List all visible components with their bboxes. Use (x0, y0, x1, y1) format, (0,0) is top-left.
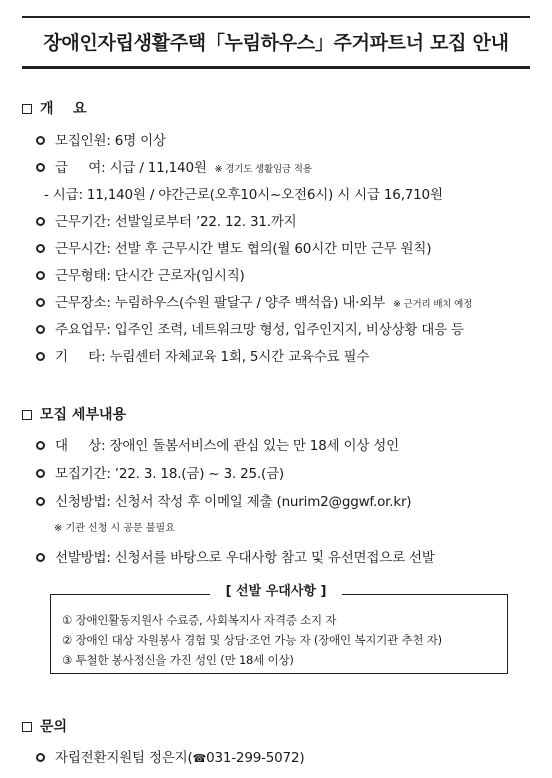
square-bullet-icon (22, 722, 32, 732)
list-item (36, 462, 284, 482)
list-item-text: 근무기간: 선발일로부터 ’22. 12. 31.까지 (55, 214, 297, 230)
list-item (36, 237, 431, 257)
document-title: 장애인자립생활주택「누림하우스」주거파트너 모집 안내 (43, 32, 509, 54)
preference-title: [ 선발 우대사항 ] (210, 580, 342, 599)
list-item-text: 모집기간: ’22. 3. 18.(금) ~ 3. 25.(금) (55, 466, 284, 482)
circle-bullet-icon (36, 753, 45, 762)
preference-item: ① 장애인활동지원사 수료증, 사회복지사 자격증 소지 자 (62, 613, 337, 627)
section-heading-text: 개 요 (40, 101, 87, 117)
list-item-note: ※ 근거리 배치 예정 (392, 299, 473, 310)
list-item-text: 신청방법: 신청서 작성 후 이메일 제출 (nurim2@ggwf.or.kr) (55, 494, 412, 510)
title-bottom-rule (22, 66, 530, 69)
list-item-note: ※ 경기도 생활임금 적용 (214, 164, 312, 175)
method-note: ※ 기관 신청 시 공문 불필요 (54, 523, 175, 534)
circle-bullet-icon (36, 217, 45, 226)
list-item-text: 근무장소: 누림하우스(수원 팔달구 / 양주 백석읍) 내·외부 (55, 295, 385, 311)
preference-item: ② 장애인 대상 자원봉사 경험 및 상담·조언 가능 자 (장애인 복지기관 추천 자) (62, 633, 442, 647)
list-item (36, 490, 411, 510)
circle-bullet-icon (36, 352, 45, 361)
circle-bullet-icon (36, 136, 45, 145)
circle-bullet-icon (36, 553, 45, 562)
list-item (36, 345, 369, 365)
square-bullet-icon (22, 410, 32, 420)
list-item (36, 318, 464, 338)
section-details-heading (22, 404, 126, 424)
list-item-text: 근무형태: 단시간 근로자(임시직) (55, 268, 245, 284)
circle-bullet-icon (36, 325, 45, 334)
list-item-text: 급 여: 시급 / 11,140원 (55, 160, 207, 176)
circle-bullet-icon (36, 441, 45, 450)
list-item-text: 근무시간: 선발 후 근무시간 별도 협의(월 60시간 미만 근무 원칙) (55, 241, 432, 257)
circle-bullet-icon (36, 244, 45, 253)
list-item-text: 모집인원: 6명 이상 (55, 133, 166, 149)
list-item-text: - 시급: 11,140원 / 야간근로(오후10시~오전6시) 시 시급 16,710원 (44, 187, 443, 203)
list-item-text: 기 타: 누림센터 자체교육 1회, 5시간 교육수료 필수 (55, 349, 370, 365)
preference-item: ③ 투철한 봉사정신을 가진 성인 (만 18세 이상) (62, 653, 294, 667)
circle-bullet-icon (36, 163, 45, 172)
contact-phone: 031-299-5072) (206, 750, 305, 766)
list-item (36, 291, 472, 311)
list-item-text: 주요업무: 입주인 조력, 네트워크망 형성, 입주인지지, 비상상황 대응 등 (55, 322, 464, 338)
list-item-text: 대 상: 장애인 돌봄서비스에 관심 있는 만 18세 이상 성인 (55, 438, 399, 454)
contact-team: 자립전환지원팀 정은지( (55, 750, 193, 766)
section-overview-heading (22, 98, 87, 118)
list-sub-item (44, 183, 443, 203)
circle-bullet-icon (36, 469, 45, 478)
section-heading-text: 모집 세부내용 (40, 407, 127, 423)
list-item (36, 156, 312, 176)
circle-bullet-icon (36, 497, 45, 506)
section-heading-text: 문의 (40, 719, 68, 735)
phone-icon: ☎ (192, 752, 207, 765)
section-contact-heading (22, 716, 67, 736)
contact-line (36, 746, 304, 766)
circle-bullet-icon (36, 271, 45, 280)
list-item (36, 210, 297, 230)
list-item (36, 546, 435, 566)
list-item (36, 264, 245, 284)
list-item (36, 434, 399, 454)
list-item-text: 선발방법: 신청서를 바탕으로 우대사항 참고 및 유선면접으로 선발 (55, 550, 435, 566)
list-item (36, 129, 166, 149)
title-top-rule (22, 16, 530, 18)
square-bullet-icon (22, 104, 32, 114)
circle-bullet-icon (36, 298, 45, 307)
